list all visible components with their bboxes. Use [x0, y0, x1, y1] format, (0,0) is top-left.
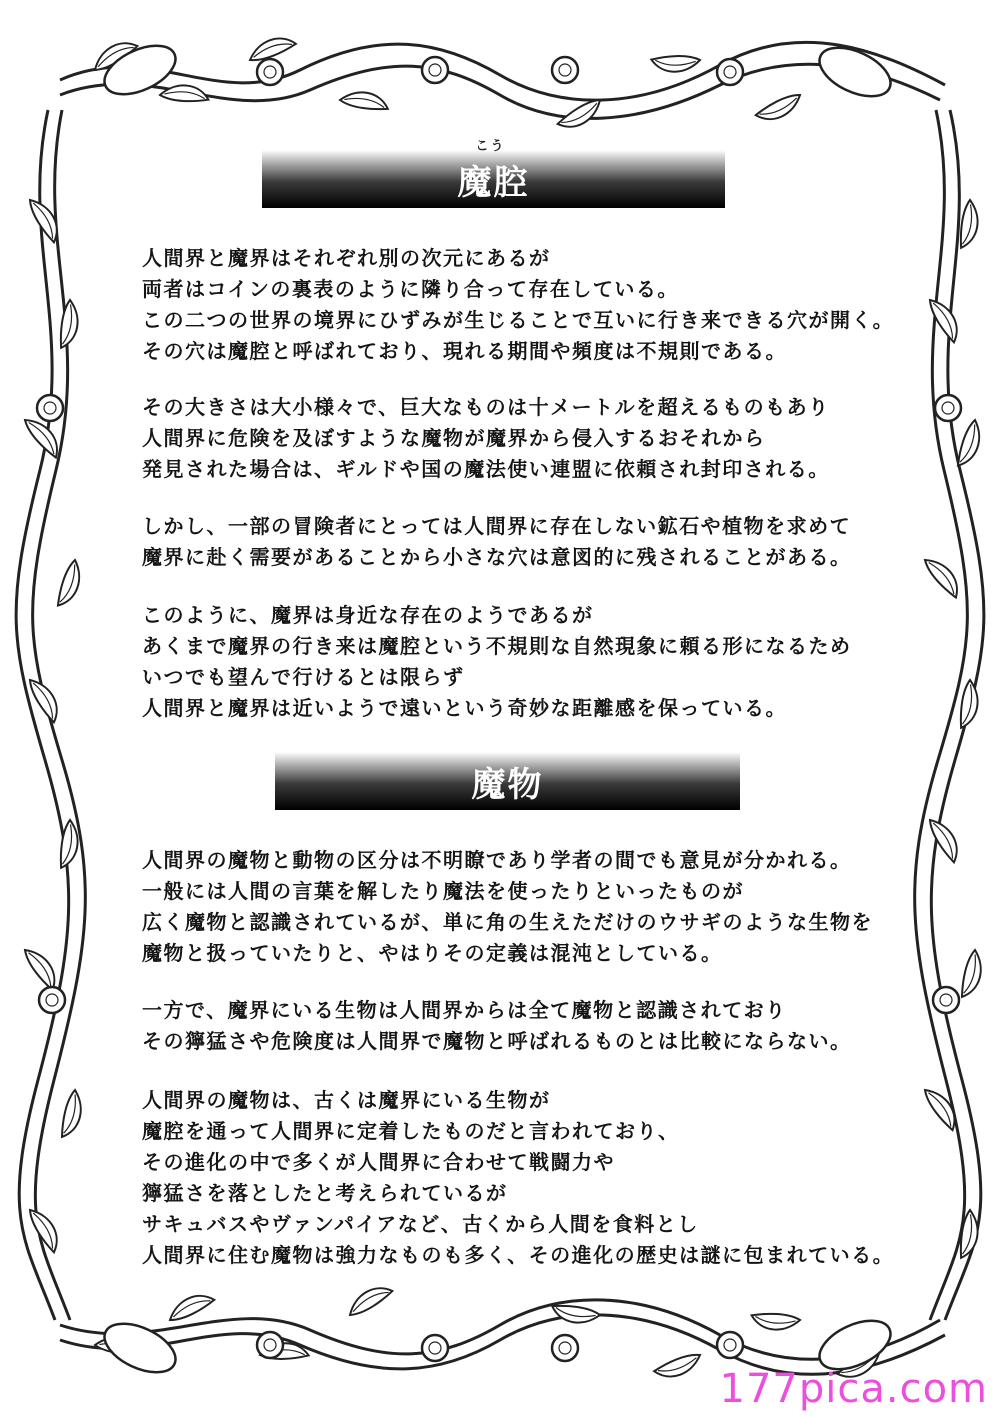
- heading-ruby: こう: [475, 138, 506, 154]
- heading-text: 魔腔: [457, 162, 530, 203]
- text-line: このように、魔界は身近な存在のようであるが: [142, 603, 594, 627]
- paragraph: [142, 243, 895, 367]
- text-line: 一般には人間の言葉を解したり魔法を使ったりといったものが: [142, 879, 744, 903]
- text-line: 人間界と魔界はそれぞれ別の次元にあるが: [142, 246, 551, 270]
- text-line: 獰猛さを落としたと考えられているが: [142, 1181, 508, 1205]
- paragraph: [142, 511, 862, 573]
- text-line: 発見された場合は、ギルドや国の魔法使い連盟に依頼され封印される。: [142, 457, 830, 481]
- text-line: 魔腔を通って人間界に定着したものだと言われており、: [142, 1119, 680, 1143]
- text-line: 魔界に赴く需要があることから小さな穴は意図的に残されることがある。: [142, 545, 852, 569]
- text-line: その大きさは大小様々で、巨大なものは十メートルを超えるものもあり: [142, 395, 830, 419]
- paragraph: [142, 845, 873, 969]
- text-line: 人間界と魔界は近いようで遠いという奇妙な距離感を保っている。: [142, 696, 787, 720]
- heading-text: 魔物: [471, 764, 544, 805]
- text-line: この二つの世界の境界にひずみが生じることで互いに行き来できる穴が開く。: [142, 308, 895, 332]
- section-heading-makou: [262, 138, 725, 208]
- text-line: その進化の中で多くが人間界に合わせて戦闘力や: [142, 1150, 615, 1174]
- text-line: 両者はコインの裏表のように隣り合って存在している。: [142, 277, 679, 301]
- paragraph: [142, 392, 862, 485]
- text-line: サキュバスやヴァンパイアなど、古くから人間を食料とし: [142, 1212, 699, 1236]
- text-line: 人間界に住む魔物は強力なものも多く、その進化の歴史は謎に包まれている。: [142, 1243, 895, 1267]
- text-line: 魔物と扱っていたりと、やはりその定義は混沌としている。: [142, 941, 723, 965]
- text-line: あくまで魔界の行き来は魔腔という不規則な自然現象に頼る形になるため: [142, 634, 852, 658]
- paragraph: [142, 600, 862, 724]
- text-line: いつでも望んで行けるとは限らず: [142, 665, 465, 689]
- text-line: 一方で、魔界にいる生物は人間界からは全て魔物と認識されており: [142, 998, 787, 1022]
- text-line: その獰猛さや危険度は人間界で魔物と呼ばれるものとは比較にならない。: [142, 1029, 852, 1053]
- section-heading-mamono: [275, 752, 740, 810]
- paragraph: [142, 995, 862, 1057]
- paragraph: [142, 1085, 895, 1271]
- site-watermark: 177pica.com: [719, 1366, 988, 1412]
- heading-title: [457, 138, 530, 204]
- text-line: 人間界の魔物は、古くは魔界にいる生物が: [142, 1088, 551, 1112]
- text-line: 人間界の魔物と動物の区分は不明瞭であり学者の間でも意見が分かれる。: [142, 848, 852, 872]
- text-line: 人間界に危険を及ぼすような魔物が魔界から侵入するおそれから: [142, 426, 766, 450]
- text-line: 広く魔物と認識されているが、単に角の生えただけのウサギのような生物を: [142, 910, 873, 934]
- text-line: その穴は魔腔と呼ばれており、現れる期間や頻度は不規則である。: [142, 339, 787, 363]
- text-line: しかし、一部の冒険者にとっては人間界に存在しない鉱石や植物を求めて: [142, 514, 852, 538]
